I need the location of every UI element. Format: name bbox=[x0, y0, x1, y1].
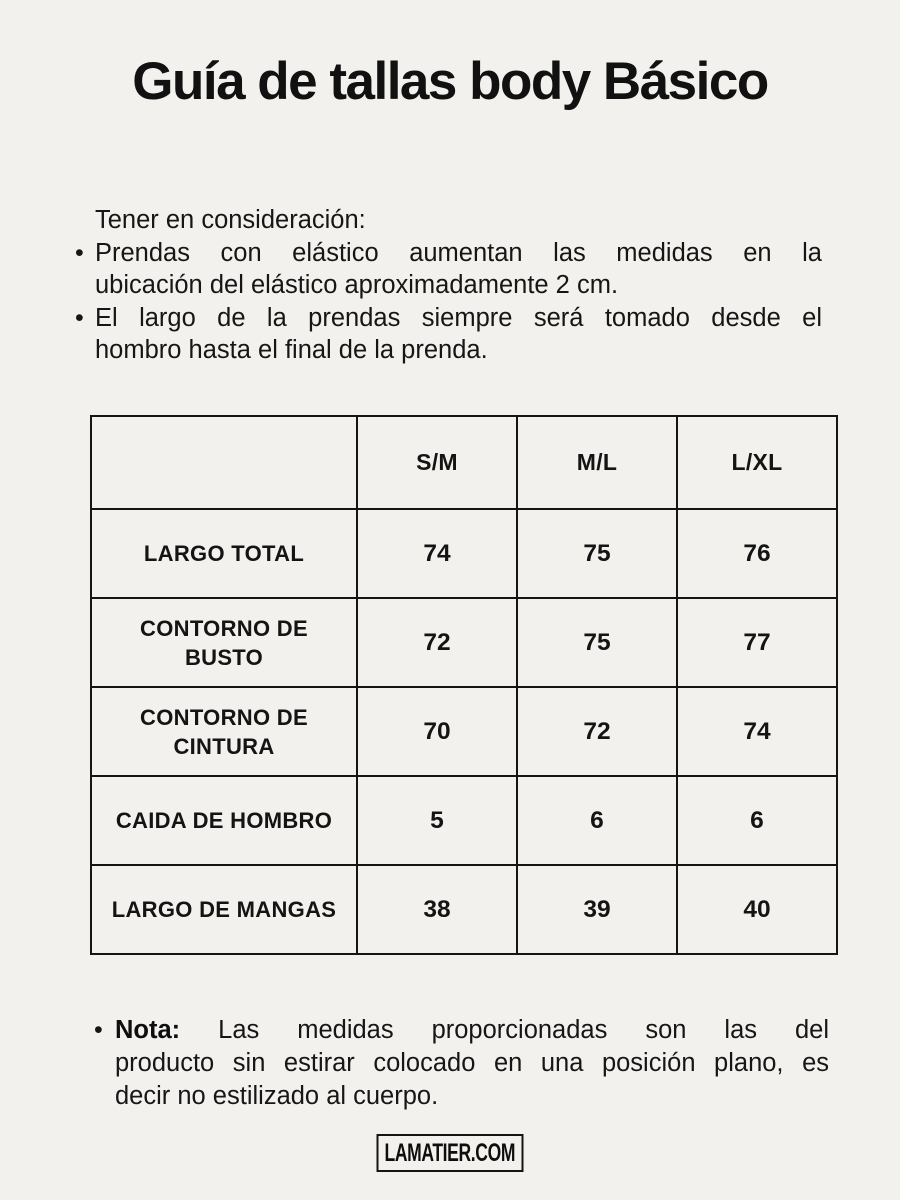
table-row bbox=[91, 776, 837, 865]
cell-value: 75 bbox=[517, 509, 677, 598]
table-row bbox=[91, 865, 837, 954]
bullet-line: ubicación del elástico aproximadamente 2 cm. bbox=[95, 271, 619, 299]
brand-badge bbox=[377, 1134, 524, 1172]
row-label bbox=[91, 509, 357, 598]
row-label-line: CONTORNO DE bbox=[140, 615, 308, 641]
row-label-line: CAIDA DE HOMBRO bbox=[115, 808, 333, 833]
cell-value: 5 bbox=[357, 776, 517, 865]
row-label-line: LARGO TOTAL bbox=[143, 541, 305, 566]
cell-value: 40 bbox=[677, 865, 837, 954]
bullet-line: • Prendas con elástico aumentan las medidas en la bbox=[95, 238, 822, 267]
cell-value: 74 bbox=[357, 509, 517, 598]
row-label-line: BUSTO bbox=[184, 644, 264, 670]
considerations-section bbox=[74, 204, 822, 367]
note-section bbox=[92, 1014, 829, 1113]
list-item bbox=[74, 237, 822, 302]
cell-value: 77 bbox=[677, 598, 837, 687]
size-column-header: M/L bbox=[517, 416, 677, 509]
cell-value: 72 bbox=[357, 598, 517, 687]
cell-value: 74 bbox=[677, 687, 837, 776]
considerations-list bbox=[74, 237, 822, 367]
corner-cell bbox=[91, 416, 357, 509]
note-line: decir no estilizado al cuerpo. bbox=[115, 1082, 439, 1110]
note-line-rest: Las medidas proporcionadas son las del bbox=[218, 1016, 829, 1044]
table-row bbox=[91, 598, 837, 687]
note-label: Nota: bbox=[115, 1016, 181, 1044]
table-row bbox=[91, 687, 837, 776]
cell-value: 39 bbox=[517, 865, 677, 954]
size-column-header: S/M bbox=[357, 416, 517, 509]
cell-value: 76 bbox=[677, 509, 837, 598]
list-item bbox=[74, 302, 822, 367]
cell-value: 75 bbox=[517, 598, 677, 687]
table-row bbox=[91, 509, 837, 598]
considerations-heading: Tener en consideración: bbox=[95, 206, 366, 234]
row-label-line: CONTORNO DE bbox=[140, 704, 308, 730]
note-line bbox=[115, 1014, 829, 1047]
row-label bbox=[91, 598, 357, 687]
note-line: producto sin estirar colocado en una posición plano, es bbox=[115, 1049, 829, 1077]
size-column-header: L/XL bbox=[677, 416, 837, 509]
size-table-header-row bbox=[91, 416, 837, 509]
brand-text: LAMATIER.COM bbox=[384, 1138, 516, 1167]
row-label-line: CINTURA bbox=[173, 733, 275, 759]
row-label bbox=[91, 776, 357, 865]
size-table bbox=[90, 415, 838, 955]
bullet-line: • El largo de la prendas siempre será tomado desde el bbox=[95, 303, 822, 332]
cell-value: 72 bbox=[517, 687, 677, 776]
bullet-line: hombro hasta el final de la prenda. bbox=[95, 336, 488, 364]
cell-value: 6 bbox=[517, 776, 677, 865]
note-item bbox=[92, 1014, 829, 1113]
row-label bbox=[91, 687, 357, 776]
cell-value: 6 bbox=[677, 776, 837, 865]
row-label bbox=[91, 865, 357, 954]
page-title: Guía de tallas body Básico bbox=[132, 52, 768, 111]
cell-value: 38 bbox=[357, 865, 517, 954]
cell-value: 70 bbox=[357, 687, 517, 776]
row-label-line: LARGO DE MANGAS bbox=[111, 897, 337, 922]
